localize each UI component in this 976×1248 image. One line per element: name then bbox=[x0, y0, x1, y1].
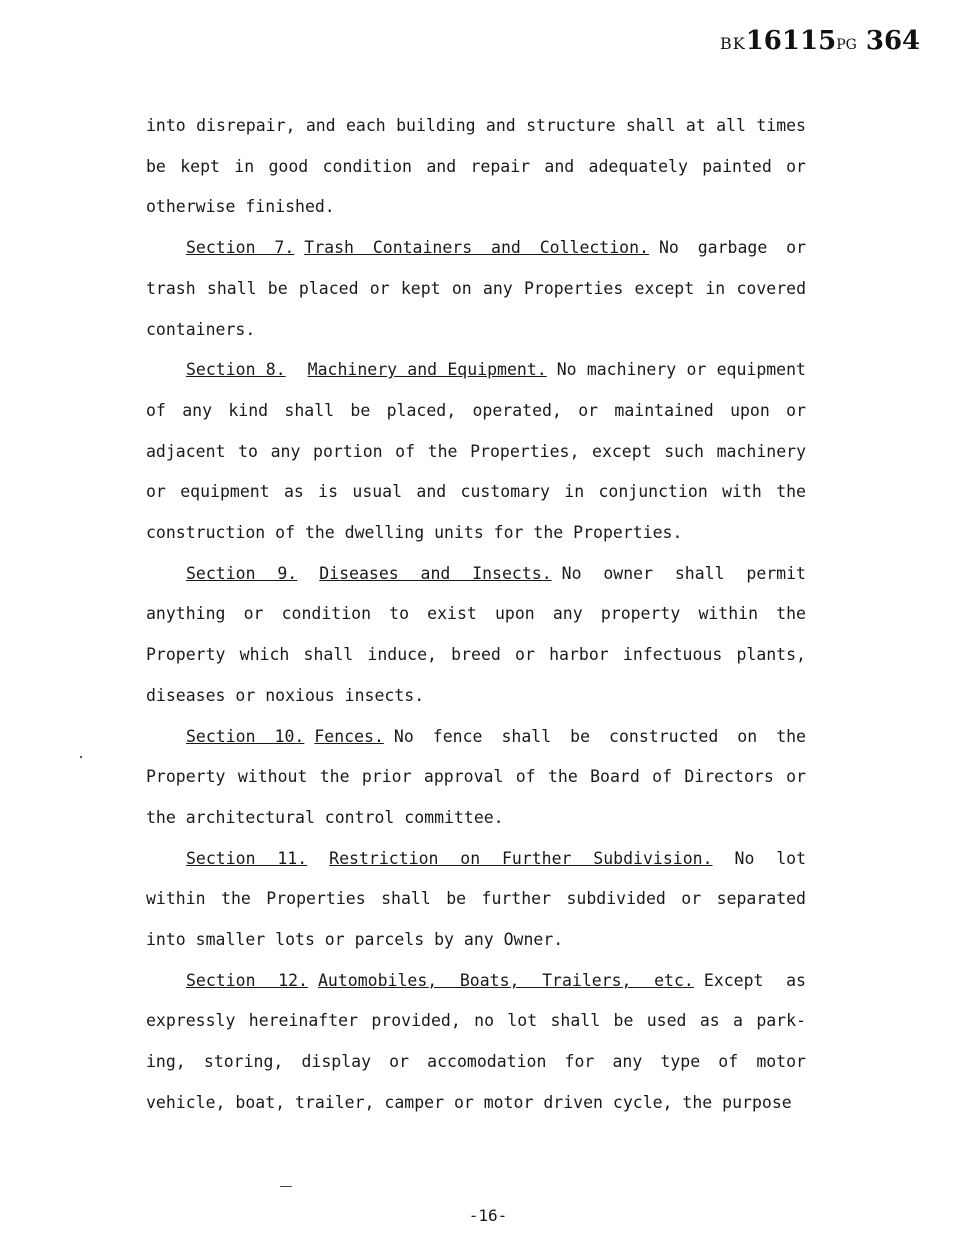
section-12-paragraph bbox=[146, 961, 806, 1124]
section-8-paragraph bbox=[146, 350, 806, 554]
section-title: Fences. bbox=[314, 726, 384, 746]
section-title: Trash Containers and Collection. bbox=[304, 238, 649, 258]
document-body bbox=[146, 106, 806, 1124]
section-text: No lot within the Properties shall be further subdivided or separated into smaller lots or parcels by any Owner. bbox=[146, 848, 807, 950]
paragraph-continuation bbox=[146, 106, 806, 228]
book-prefix: BK bbox=[720, 34, 746, 53]
section-text: No garbage or trash shall be placed or kept on any Properties except in covered containers. bbox=[146, 238, 806, 339]
section-10-paragraph bbox=[146, 717, 806, 839]
recording-stamp bbox=[720, 26, 920, 56]
book-number: 16115 bbox=[745, 26, 837, 56]
section-9-paragraph bbox=[146, 554, 806, 717]
section-text: No machinery or equipment of any kind shall be placed, operated, or maintained upon or adjacent to any portion of the Properties, except such machinery or equipment as is usual and customary in conjunction with the construction of the dwelling units for the Properties. bbox=[146, 360, 806, 543]
section-title: Machinery and Equipment. bbox=[307, 360, 547, 380]
stamp-page-number: 364 bbox=[865, 26, 921, 56]
section-title: Automobiles, Boats, Trailers, etc. bbox=[317, 970, 694, 990]
section-11-paragraph bbox=[146, 839, 806, 961]
paragraph-text: into disrepair, and each building and structure shall at all times be kept in good condition and repair and adequately painted or otherwise finished. bbox=[146, 116, 806, 217]
section-text: Except as expressly hereinafter provided, no lot shall be used as a park-ing, storing, display or accomodation for any type of motor vehicle, boat, trailer, camper or motor driven cycle, the purpose bbox=[146, 970, 806, 1112]
section-text: No owner shall permit anything or condition to exist upon any property within the Property which shall induce, breed or harbor infectuous plants, diseases or noxious insects. bbox=[146, 563, 806, 705]
section-number: Section 10. bbox=[186, 726, 305, 746]
section-number: Section 9. bbox=[186, 563, 298, 583]
section-title: Restriction on Further Subdivision. bbox=[329, 848, 713, 868]
page-prefix: PG bbox=[836, 37, 857, 53]
section-number: Section 8. bbox=[186, 360, 286, 380]
section-number: Section 12. bbox=[186, 970, 308, 990]
section-title: Diseases and Insects. bbox=[319, 563, 552, 583]
section-text: No fence shall be constructed on the Property without the prior approval of the Board of Directors or the architectural control committee. bbox=[146, 726, 806, 827]
section-number: Section 7. bbox=[186, 238, 295, 258]
section-7-paragraph bbox=[146, 228, 806, 350]
scan-speck bbox=[80, 756, 82, 758]
page-footer-number: -16- bbox=[468, 1206, 508, 1225]
scan-mark bbox=[280, 1186, 292, 1187]
section-number: Section 11. bbox=[186, 848, 308, 868]
